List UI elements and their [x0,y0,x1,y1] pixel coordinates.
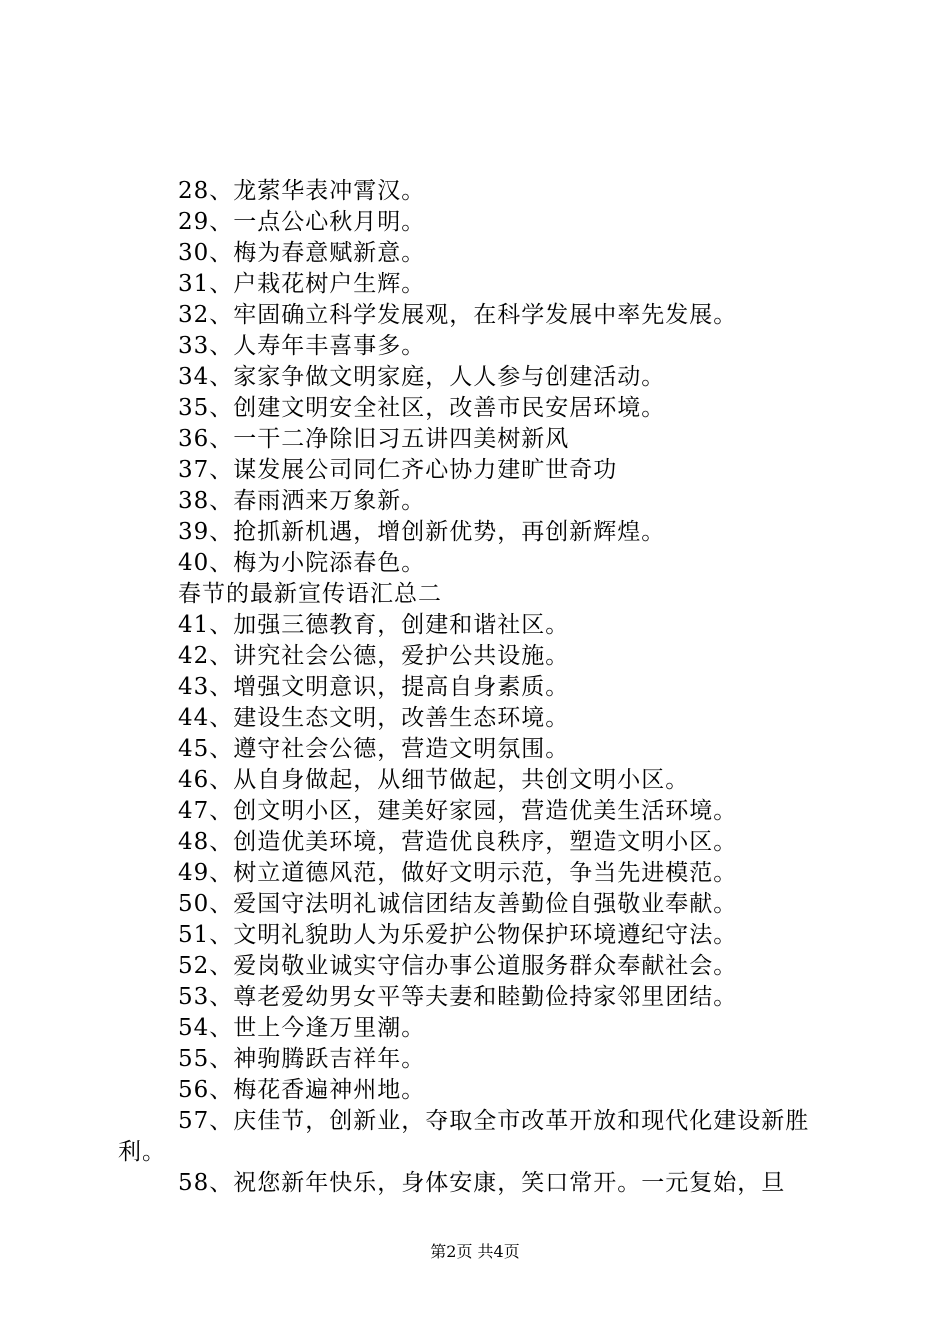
list-item: 29、一点公心秋月明。 [178,209,426,235]
list-item: 54、世上今逢万里潮。 [178,1015,426,1041]
list-item: 47、创文明小区，建美好家园，营造优美生活环境。 [178,798,738,824]
paragraph-58: 58、祝您新年快乐，身体安康，笑口常开。一元复始，旦 [178,1170,786,1196]
list-item: 35、创建文明安全社区，改善市民安居环境。 [178,395,666,421]
list-item: 55、神驹腾跃吉祥年。 [178,1046,426,1072]
list-item: 34、家家争做文明家庭，人人参与创建活动。 [178,364,666,390]
list-item: 38、春雨洒来万象新。 [178,488,426,514]
list-item: 42、讲究社会公德，爱护公共设施。 [178,643,570,669]
list-item: 43、增强文明意识，提高自身素质。 [178,674,570,700]
list-item: 51、文明礼貌助人为乐爱护公物保护环境遵纪守法。 [178,922,738,948]
list-item: 50、爱国守法明礼诚信团结友善勤俭自强敬业奉献。 [178,891,738,917]
list-item: 28、龙萦华表冲霄汉。 [178,178,426,204]
section-heading: 春节的最新宣传语汇总二 [178,581,442,607]
page-number-footer: 第2页 共4页 [430,1242,520,1261]
list-item: 46、从自身做起，从细节做起，共创文明小区。 [178,767,690,793]
paragraph-57: 57、庆佳节，创新业，夺取全市改革开放和现代化建设新胜利。 [118,1108,810,1165]
list-item: 36、一干二净除旧习五讲四美树新风 [178,426,570,452]
list-item: 49、树立道德风范，做好文明示范，争当先进模范。 [178,860,738,886]
list-item: 32、牢固确立科学发展观，在科学发展中率先发展。 [178,302,738,328]
list-item: 33、人寿年丰喜事多。 [178,333,426,359]
list-item: 48、创造优美环境，营造优良秩序，塑造文明小区。 [178,829,738,855]
list-item: 53、尊老爱幼男女平等夫妻和睦勤俭持家邻里团结。 [178,984,738,1010]
list-item: 52、爱岗敬业诚实守信办事公道服务群众奉献社会。 [178,953,738,979]
list-item: 30、梅为春意赋新意。 [178,240,426,266]
list-item: 56、梅花香遍神州地。 [178,1077,426,1103]
document-body [118,176,838,1199]
list-item: 40、梅为小院添春色。 [178,550,426,576]
list-item: 37、谋发展公司同仁齐心协力建旷世奇功 [178,457,618,483]
list-item: 39、抢抓新机遇，增创新优势，再创新辉煌。 [178,519,666,545]
list-item: 41、加强三德教育，创建和谐社区。 [178,612,570,638]
list-item: 31、户栽花树户生辉。 [178,271,426,297]
list-item: 45、遵守社会公德，营造文明氛围。 [178,736,570,762]
list-item: 44、建设生态文明，改善生态环境。 [178,705,570,731]
